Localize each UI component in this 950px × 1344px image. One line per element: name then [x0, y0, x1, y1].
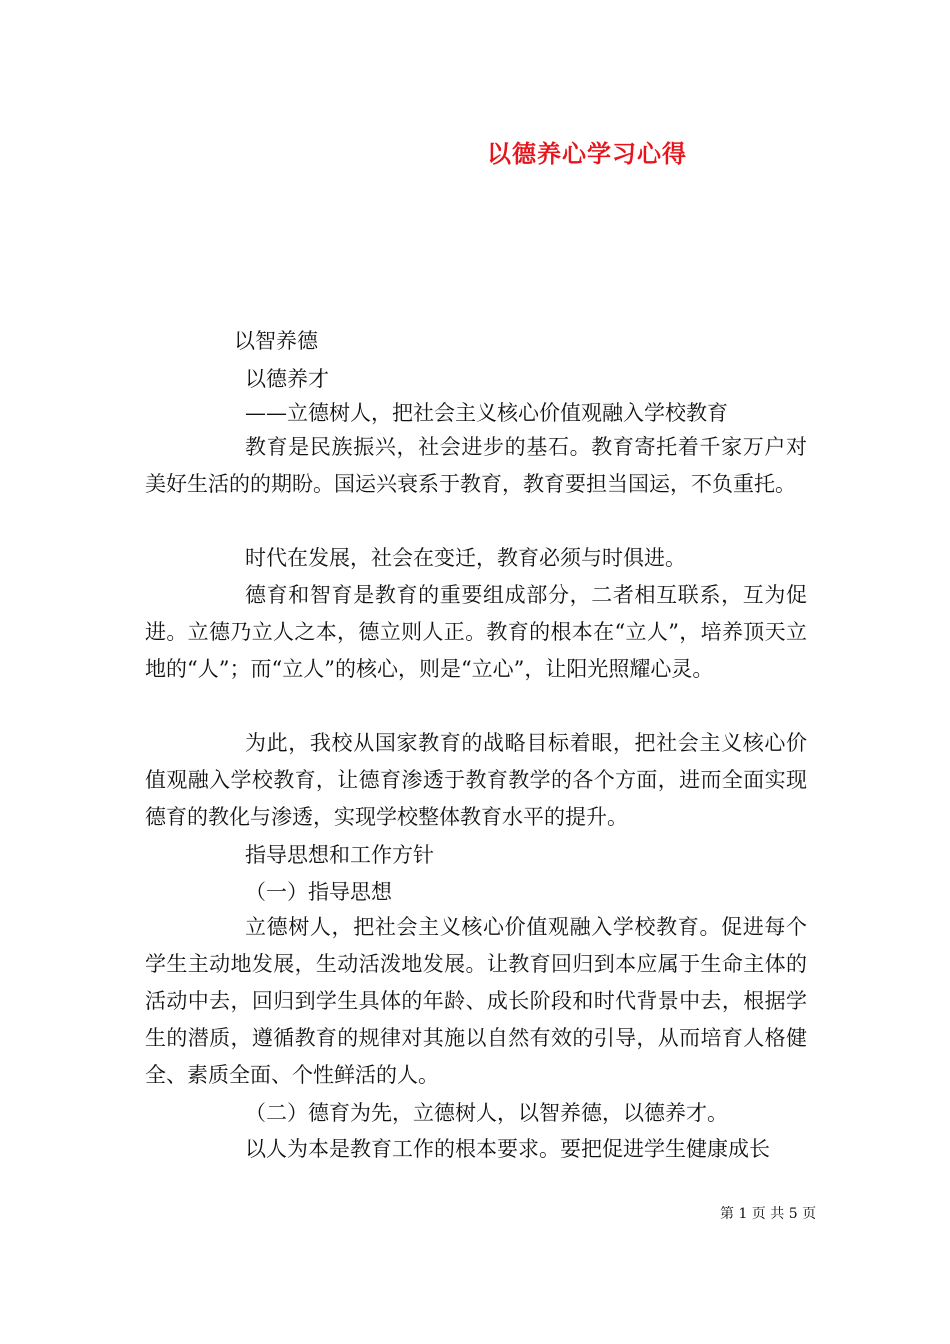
page-footer: 第 1 页 共 5 页	[720, 1206, 817, 1222]
document-title: 以德养心学习心得	[487, 139, 687, 168]
paragraph-4: 为此，我校从国家教育的战略目标着眼，把社会主义核心价值观融入学校教育，让德育渗透于教育教学的各个方面，进而全面实现德育的教化与渗透，实现学校整体教育水平的提升。	[145, 731, 807, 829]
paragraph-6: 以人为本是教育工作的根本要求。要把促进学生健康成长	[245, 1137, 770, 1161]
subsection-heading-1: （一）指导思想	[245, 880, 392, 904]
paragraph-2: 时代在发展，社会在变迁，教育必须与时俱进。	[245, 546, 686, 570]
subsection-heading-2: （二）德育为先，立德树人，以智养德，以德养才。	[245, 1101, 728, 1125]
paragraph-1: 教育是民族振兴，社会进步的基石。教育寄托着千家万户对美好生活的的期盼。国运兴衰系于教育，教育要担当国运，不负重托。	[145, 435, 807, 496]
paragraph-5: 立德树人，把社会主义核心价值观融入学校教育。促进每个学生主动地发展，生动活泼地发展。让教育回归到本应属于生命主体的活动中去，回归到学生具体的年龄、成长阶段和时代背景中去，根据学生的潜质，遵循教育的规律对其施以自然有效的引导，从而培育人格健全、素质全面、个性鲜活的人。	[145, 915, 807, 1087]
paragraph-3: 德育和智育是教育的重要组成部分，二者相互联系，互为促进。立德乃立人之本，德立则人正。教育的根本在“立人”，培养顶天立地的“人”；而“立人”的核心，则是“立心”，让阳光照耀心灵。	[145, 583, 807, 681]
heading-line-2: 以德养才	[245, 367, 329, 391]
subtitle-line: ——立德树人，把社会主义核心价值观融入学校教育	[245, 401, 728, 425]
heading-line-1: 以智养德	[234, 329, 318, 353]
section-heading: 指导思想和工作方针	[245, 843, 434, 867]
